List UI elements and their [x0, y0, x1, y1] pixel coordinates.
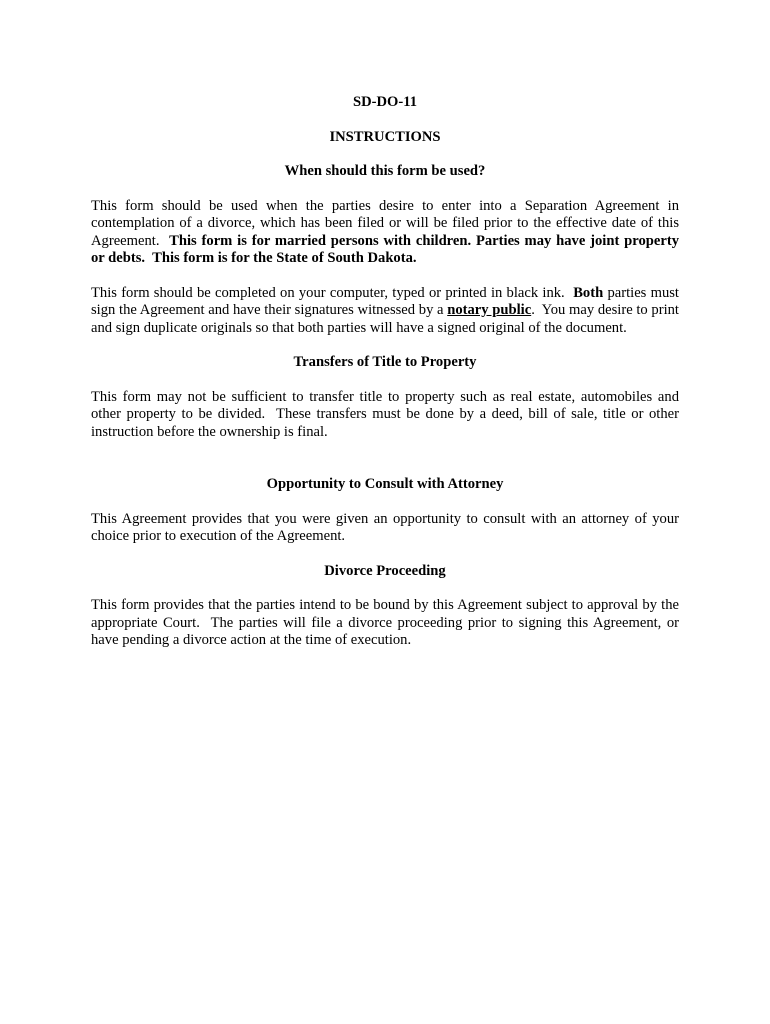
section-heading-divorce: Divorce Proceeding — [324, 562, 446, 579]
paragraph-transfers: This form may not be sufficient to transfer title to property such as real estate, automobiles and other property to be divided. These transfers must be done by a deed, bill of sale, title or other instruction before the ownership is final. — [91, 388, 683, 440]
paragraph-completion — [91, 284, 683, 338]
completion-text-2: parties must sign the Agreement and have their signatures witnessed by a — [91, 284, 683, 318]
paragraph-attorney: This Agreement provides that you were given an opportunity to consult with an attorney of your choice prior to execution of the Agreement. — [91, 510, 683, 544]
completion-text-3: . You may desire to print and sign duplicate originals so that both parties will have a signed original of the document. — [91, 302, 683, 336]
usage-text: This form should be used when the parties desire to enter into a Separation Agreement in contemplation of a divorce, which has been filed or will be filed prior to the effective date of this Agreement. — [91, 197, 683, 249]
completion-text-1: This form should be completed on your computer, typed or printed in black ink. — [91, 284, 574, 301]
instructions-title: INSTRUCTIONS — [329, 128, 441, 145]
document-code: SD-DO-11 — [352, 94, 418, 110]
usage-bold-text: This form is for married persons with children. Parties may have joint property or debts. This form is for the State of South Dakota. — [91, 232, 683, 266]
document-page — [91, 90, 683, 650]
paragraph-form-usage — [91, 197, 683, 268]
completion-bold-both: Both — [573, 284, 604, 301]
paragraph-divorce: This form provides that the parties intend to be bound by this Agreement subject to approval by the appropriate Court. The parties will file a divorce proceeding prior to signing this Agreement, or have pending a divorce action at the time of execution. — [91, 597, 683, 648]
section-heading-transfers: Transfers of Title to Property — [293, 354, 477, 370]
notary-public-term: notary public — [447, 302, 532, 318]
section-heading-when-used: When should this form be used? — [284, 163, 486, 179]
section-heading-attorney: Opportunity to Consult with Attorney — [266, 476, 504, 492]
